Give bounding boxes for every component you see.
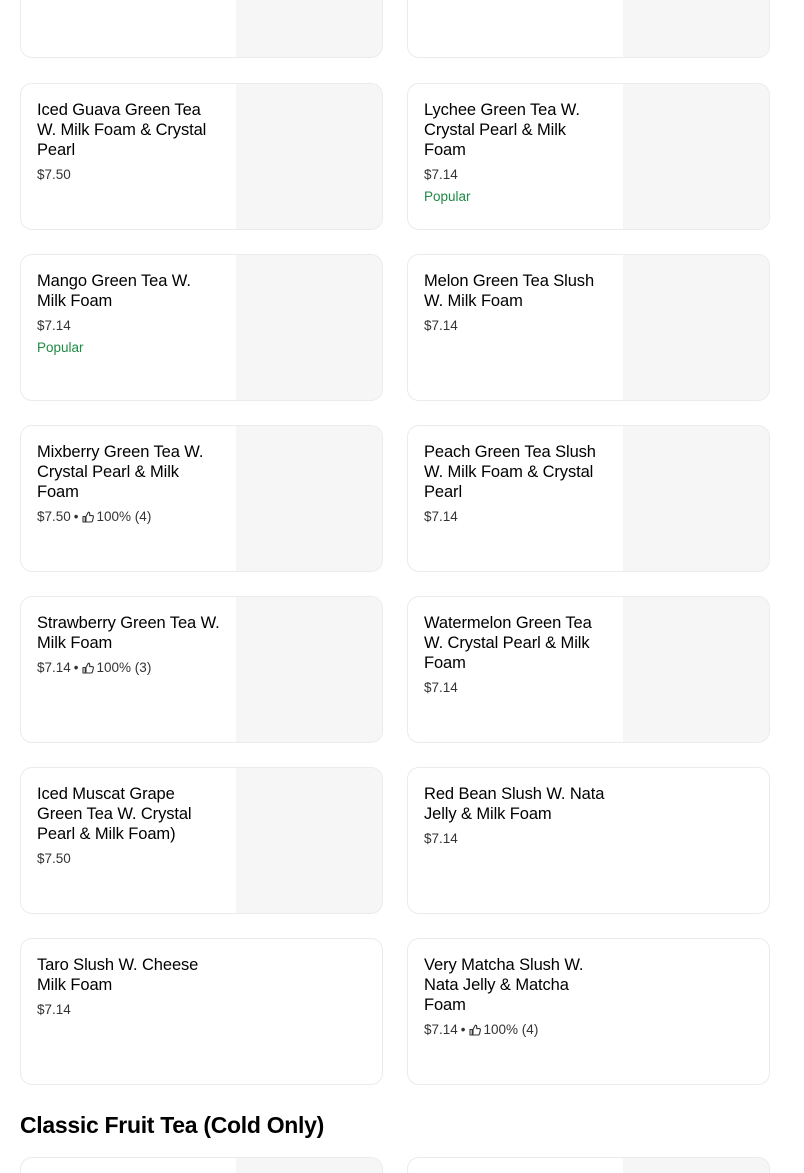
- item-name: Strawberry Green Tea W. Milk Foam: [37, 614, 220, 652]
- item-info: [37, 955, 222, 1019]
- menu-item-card[interactable]: [20, 254, 383, 401]
- item-name: Lychee Green Tea W. Crystal Pearl & Milk Foam: [424, 101, 580, 159]
- menu-item-card[interactable]: [407, 254, 770, 401]
- item-image: [623, 1158, 769, 1173]
- item-info: [37, 613, 222, 677]
- item-price: $7.14: [424, 167, 458, 182]
- item-meta: [37, 166, 222, 184]
- item-meta: [37, 508, 222, 526]
- item-name: Iced Guava Green Tea W. Milk Foam & Crystal Pearl: [37, 101, 207, 159]
- item-info: [424, 613, 609, 697]
- item-price: $7.50: [37, 851, 71, 866]
- menu-item-card[interactable]: [20, 0, 383, 58]
- item-image: [236, 1158, 382, 1173]
- item-image: [236, 255, 382, 400]
- popular-badge: Popular: [37, 340, 84, 355]
- item-price: $7.14: [424, 318, 458, 333]
- item-info: [37, 784, 222, 868]
- item-name: Watermelon Green Tea W. Crystal Pearl & Milk Foam: [424, 614, 592, 672]
- item-meta: [424, 166, 609, 184]
- menu-item-card[interactable]: [407, 596, 770, 743]
- item-meta: [424, 1021, 609, 1039]
- item-rating: 100% (4): [483, 1022, 539, 1037]
- item-info: [424, 100, 609, 206]
- item-info: [37, 442, 222, 526]
- rating-icon-wrap: [82, 511, 97, 523]
- menu-item-card[interactable]: [20, 596, 383, 743]
- item-image: [623, 597, 769, 742]
- item-info: [37, 271, 222, 357]
- item-price: $7.14: [37, 318, 71, 333]
- item-image: [623, 0, 769, 57]
- item-image: [236, 84, 382, 229]
- item-name: Very Matcha Slush W. Nata Jelly & Matcha Foam: [424, 956, 584, 1014]
- item-info: [424, 442, 609, 526]
- item-rating: 100% (4): [96, 509, 152, 524]
- menu-item-card[interactable]: [20, 83, 383, 230]
- item-info: [424, 271, 609, 335]
- thumbs-up-icon: [82, 662, 94, 674]
- item-image: [623, 84, 769, 229]
- item-name: Peach Green Tea Slush W. Milk Foam & Crystal Pearl: [424, 443, 596, 501]
- item-image: [236, 597, 382, 742]
- menu-item-card[interactable]: [407, 0, 770, 58]
- item-image: [236, 768, 382, 913]
- item-price: $7.14: [424, 1022, 458, 1037]
- menu-item-card[interactable]: [20, 767, 383, 914]
- thumbs-up-icon: [82, 511, 94, 523]
- item-name: Taro Slush W. Cheese Milk Foam: [37, 956, 199, 994]
- item-meta: [424, 317, 609, 335]
- item-rating: 100% (3): [96, 660, 152, 675]
- item-price: $7.14: [424, 509, 458, 524]
- menu-item-card[interactable]: [407, 767, 770, 914]
- rating-icon-wrap: [469, 1024, 484, 1036]
- item-image: [236, 426, 382, 571]
- item-meta: [37, 1001, 222, 1019]
- item-name: Melon Green Tea Slush W. Milk Foam: [424, 272, 595, 310]
- item-price: $7.14: [37, 1002, 71, 1017]
- item-name: Iced Muscat Grape Green Tea W. Crystal Pearl & Milk Foam): [37, 785, 192, 843]
- item-meta: [424, 508, 609, 526]
- menu-item-card[interactable]: [407, 1157, 770, 1173]
- popular-badge: Popular: [424, 189, 471, 204]
- menu-item-card[interactable]: [407, 938, 770, 1085]
- item-meta: [424, 679, 609, 697]
- section-title: Classic Fruit Tea (Cold Only): [20, 1112, 324, 1138]
- thumbs-up-icon: [469, 1024, 481, 1036]
- item-price: $7.50: [37, 167, 71, 182]
- item-name: Mango Green Tea W. Milk Foam: [37, 272, 191, 310]
- item-meta: [37, 659, 222, 677]
- meta-separator: •: [73, 660, 79, 675]
- item-image: [623, 255, 769, 400]
- item-name: Red Bean Slush W. Nata Jelly & Milk Foam: [424, 785, 605, 823]
- item-image: [623, 426, 769, 571]
- item-image: [236, 0, 382, 57]
- item-name: Mixberry Green Tea W. Crystal Pearl & Milk Foam: [37, 443, 204, 501]
- menu-item-card[interactable]: [407, 425, 770, 572]
- item-price: $7.14: [424, 680, 458, 695]
- item-meta: [37, 850, 222, 868]
- menu-item-card[interactable]: [20, 938, 383, 1085]
- item-meta: [424, 830, 609, 848]
- meta-separator: •: [73, 509, 79, 524]
- menu-item-card[interactable]: [20, 1157, 383, 1173]
- item-price: $7.14: [37, 660, 71, 675]
- menu-item-card[interactable]: [20, 425, 383, 572]
- item-info: [424, 955, 609, 1039]
- item-info: [37, 100, 222, 184]
- meta-separator: •: [460, 1022, 466, 1037]
- item-info: [424, 784, 609, 848]
- item-price: $7.50: [37, 509, 71, 524]
- menu-item-card[interactable]: [407, 83, 770, 230]
- rating-icon-wrap: [82, 662, 97, 674]
- item-meta: [37, 317, 222, 335]
- item-price: $7.14: [424, 831, 458, 846]
